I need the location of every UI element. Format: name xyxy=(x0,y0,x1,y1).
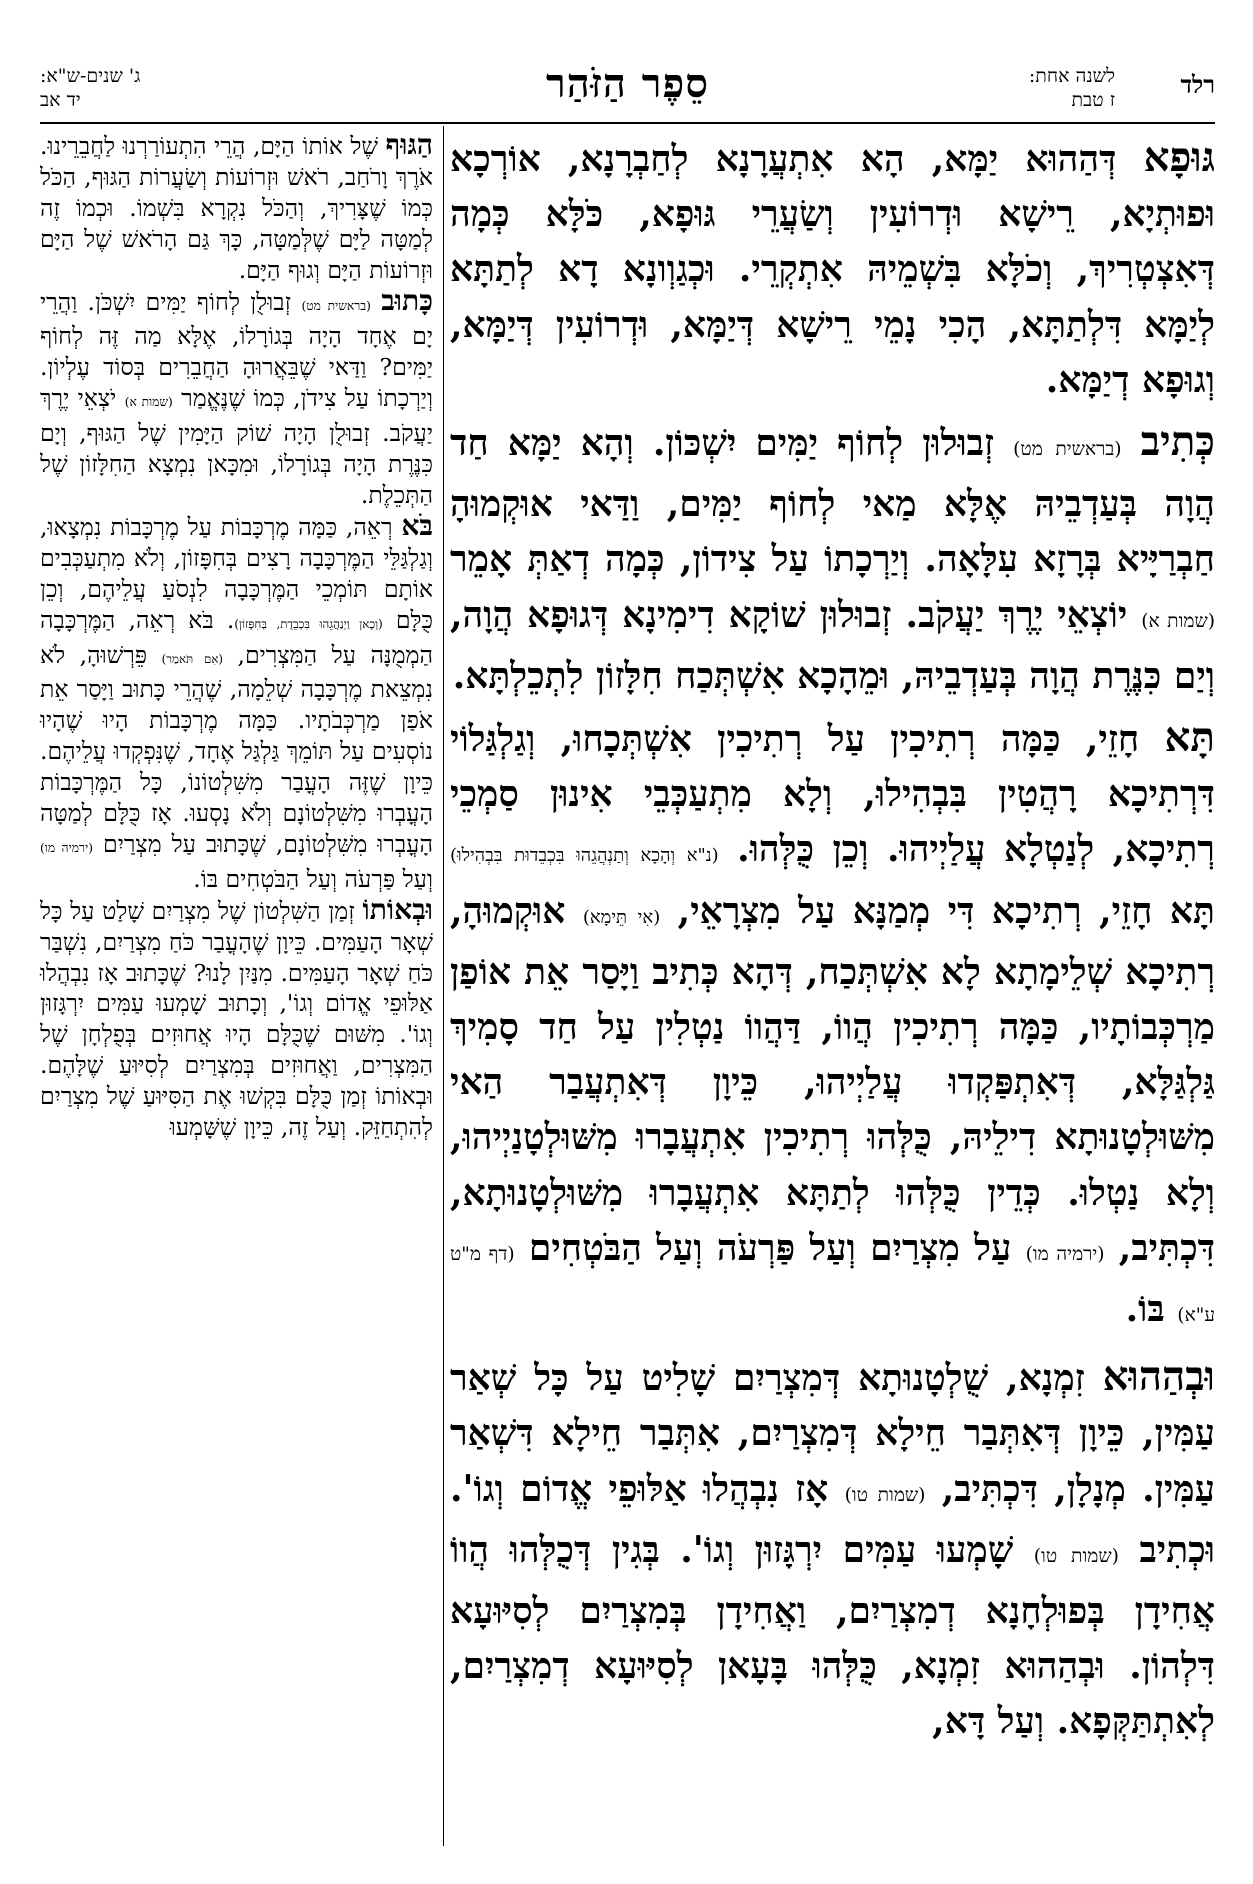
paragraph-text: אוּקְמוּהָ, רְתִיכָא שְׁלֵימָתָא לָא אִשְׁתְּכַח, דְּהָא כְּתִיב וַיָּסַר אֵת אוֹפַן מַרְכְּבוֹתָיו, כַּמָּה רְתִיכִין הֲווֹ, דַּהֲווֹ נַטְלִין עַל חַד סָמִיךְ גַּלְגַּלָּא, דְּאִתְפַּקְדוּ עֲלַיְיהוּ, כֵּיוָן דְּאִתְעֲבַר הַאי מִשּׁוּלְטָנוּתָא דִילֵיהּ, כֻּלְּהוּ רְתִיכִין אִתְעֲבָרוּ מִשּׁוּלְטָנַיְיהוּ, וְלָא נַטְלוּ. כְּדֵין כֻּלְּהוּ לְתַתָּא אִתְעֲבָרוּ מִשּׁוּלְטָנוּתָא, דִּכְתִּיב, xyxy=(450,889,1215,1269)
paragraph-text: זְבוּלוּן לְחוֹף יַמִּים יִשְׁכּוֹן. וְהָא יַמָּא חַד הֲוָה בְּעַדְבֵיהּ אֶלָּא מַאי לְחוֹף יַמִּים, וַדַּאי אוּקְמוּהָ חַבְרַיָּיא בְּרָזָא עִלָּאָה. וְיַרְכָתוֹ עַל צִידוֹן, כְּמָה דְאַתְּ אָמֵר xyxy=(450,422,1215,581)
paragraph-opener: כְּתִיב xyxy=(1140,417,1215,466)
paragraph-text: בּוֹ. xyxy=(1125,1288,1178,1331)
cycle-date: יד אב xyxy=(40,89,81,111)
page-number: רלד xyxy=(1180,70,1215,99)
variant-note: (אִי תֵּימָא) xyxy=(582,906,661,928)
folio-reference: (דף מ"ט ע"א) xyxy=(450,1243,1215,1327)
paragraph-text: שָׁמְעוּ עַמִּים יִרְגָּזוּן וְגוֹ'. בְּגִין דְּכֻלְּהוּ הֲווֹ אֲחִידָן בְּפוּלְחָנָא דְמִצְרַיִם, וַאֲחִידָן בְּמִצְרַיִם לְסִיּוּעָא דִּלְהוֹן. וּבְהַהוּא זִמְנָא, כֻּלְּהוּ בָּעָאן לְסִיּוּעָא דְמִצְרַיִם, לְאִתְתַּקְּפָא. וְעַל דָּא, xyxy=(450,1528,1215,1743)
translation-column xyxy=(40,130,433,1845)
variant-note: (נ"א וְהָכָא וְתַנְהֲגֵהוּ בִּכְבֵדוּת בִּבְהִילוּ) xyxy=(450,845,719,867)
paragraph-text: זְמַן הַשִּׁלְטוֹן שֶׁל מִצְרַיִם שָׁלַט עַל כָּל שְׁאָר הָעַמִּים. כֵּיוָן שֶׁהָעֳבַר כֹּחַ מִצְרַיִם, נִשְׁבַּר כֹּחַ שְׁאָר הָעַמִּים. מִנַּיִן לָנוּ? שֶׁכָּתוּב אָז נִבְהֲלוּ אַלּוּפֵי אֱדוֹם וְגוֹ', וְכָתוּב שָׁמְעוּ עַמִּים יִרְגָּזוּן וְגוֹ'. מִשּׁוּם שֶׁכֻּלָּם הָיוּ אֲחוּזִים בְּפֻלְחָן שֶׁל הַמִּצְרִים, וַאֲחוּזִים בְּמִצְרַיִם לְסִיּוּעַ שֶׁלָּהֶם. וּבְאוֹתוֹ זְמַן כֻּלָּם בִּקְשׁוּ אֶת הַסִּיּוּעַ שֶׁל מִצְרַיִם לְהִתְחַזֵּק. וְעַל זֶה, כֵּיוָן שֶׁשָּׁמְעוּ xyxy=(40,896,433,1142)
paragraph-text: חָזֵי, כַּמָּה רְתִיכִין עַל רְתִיכִין אִשְׁתְּכָחוּ, וְגַלְגַּלוֹי דִּרְתִיכָא רָהֲטִין בִּבְהִילוּ, וְלָא מִתְעַכְּבֵי אִינוּן סַמְכֵי רְתִיכָא, לְנַטְלָא עֲלַיְיהוּ. וְכֵן כֻּלְּהוּ. xyxy=(450,718,1215,871)
paragraph-opener: וּבְהַהוּא xyxy=(1102,1352,1215,1401)
side-paragraph-1 xyxy=(40,130,433,286)
paragraph-text: אָז נִבְהֲלוּ אַלּוּפֵי אֱדוֹם וְגוֹ'. וּכְתִיב xyxy=(450,1467,1215,1571)
side-paragraph-2 xyxy=(40,283,433,511)
cycle-label: ג' שנים-ש"א: xyxy=(40,65,141,87)
paragraph-text: . בֹּא רְאֵה, הַמֶּרְכָּבָה הַמְמֻנָּה עַל הַמִּצְרִים, xyxy=(40,605,433,669)
source-reference: (שמות א) xyxy=(124,395,173,410)
paragraph-text: יֹצְאֵי יֶרֶךְ יַעֲקֹב. זְבוּלֻן הָיָה שׁוֹק הַיָּמִין שֶׁל הַגּוּף, וְיָם כִּנֶּרֶת הָיָה בְּגוֹרָלוֹ, וּמִכָּאן נִמְצָא הַחִלָּזוֹן שֶׁל הַתְּכֵלֶת. xyxy=(40,384,433,509)
paragraph-text: יוֹצְאֵי יֶרֶךְ יַעֲקֹב. זְבוּלוּן שׁוֹקָא דִימִינָא דְּגוּפָא הֲוָה, וְיַם כִּנֶּרֶת הֲוָה בְּעַדְבֵיהּ, וּמֵהָכָא אִשְׁתְּכַח חִלָּזוֹן לִתְכֵלְתָּא. xyxy=(450,593,1215,697)
side-paragraph-3 xyxy=(40,508,433,895)
header-rule xyxy=(40,122,1215,124)
source-reference: (ירמיה מו) xyxy=(40,840,94,855)
paragraph-text: פֵּרְשׁוּהָ, לֹא נִמְצֵאת מֶרְכָּבָה שְׁלֵמָה, שֶׁהֲרֵי כָּתוּב וַיָּסַר אֵת אֹפַן מַרְכְּבֹתָיו. כַּמָּה מֶרְכָּבוֹת הָיוּ שֶׁהָיוּ נוֹסְעִים עַל תּוֹמֵךְ גַּלְגַּל אֶחָד, שֶׁנִּפְקְדוּ עֲלֵיהֶם. כֵּיוָן שֶׁזֶּה הָעֳבַר מִשִּׁלְטוֹנוֹ, כָּל הַמֶּרְכָּבוֹת הָעֳבְרוּ מִשִּׁלְטוֹנָם וְלֹא נָסְעוּ. אָז כֻּלָּם לְמַטָּה הָעֳבְרוּ מִשִּׁלְטוֹנָם, שֶׁכָּתוּב עַל מִצְרַיִם xyxy=(40,640,433,858)
source-reference: (שמות טו) xyxy=(1033,1545,1119,1567)
paragraph-opener: כָּתוּב xyxy=(381,283,433,317)
paragraph-opener: תָּא xyxy=(1164,713,1215,762)
main-paragraph-3 xyxy=(450,710,1215,1343)
paragraph-text: וְעַל פַּרְעֹה וְעַל הַבֹּטְחִים בּוֹ. xyxy=(193,864,433,893)
variant-note: (וְכָאן וַיְנַהֲגֵהוּ בִּכְבֵדֻת, בְּחִפָּזוֹן) xyxy=(234,616,383,631)
side-paragraph-4 xyxy=(40,892,433,1143)
variant-note: (אִם תֹּאמַר) xyxy=(161,651,223,666)
column-divider xyxy=(443,126,444,1846)
main-paragraph-4 xyxy=(450,1349,1215,1749)
main-paragraph-2 xyxy=(450,414,1215,704)
paragraph-text: שֶׁל אוֹתוֹ הַיָּם, הֲרֵי הִתְעוֹרַרְנוּ לַחֲבֵרֵינוּ. אֹרֶךְ וָרֹחַב, רֹאשׁ וּזְרוֹעוֹת וְשַׂעֲרוֹת הַגּוּף, הַכֹּל כְּמוֹ שֶׁצָּרִיךְ, וְהַכֹּל נִקְרָא בִּשְׁמוֹ. וּכְמוֹ זֶה לְמַטָּה לַיָּם שֶׁלְּמַטָּה, כָּךְ גַּם הָרֹאשׁ שֶׁל הַיָּם וּזְרוֹעוֹת הַיָּם וְגוּף הַיָּם. xyxy=(40,132,433,284)
paragraph-text: עַל מִצְרַיִם וְעַל פַּרְעֹה וְעַל הַבֹּטְחִים xyxy=(528,1226,1026,1269)
paragraph-text: זְבוּלֻן לְחוֹף יַמִּים יִשְׁכֹּן. וַהֲרֵי יָם אֶחָד הָיָה בְּגוֹרָלוֹ, אֶלָּא מַה זֶּה לְחוֹף יַמִּים? וַדַּאי שֶׁבֵּאֲרוּהָ הַחֲבֵרִים בְּסוֹד עֶלְיוֹן. וְיַרְכָתוֹ עַל צִידֹן, כְּמוֹ שֶׁנֶּאֱמַר xyxy=(40,287,433,413)
paragraph-text: תָּא חָזֵי, רְתִיכָא דִּי מְמַנָּא עַל מִצְרָאֵי, xyxy=(677,889,1215,932)
paragraph-text: רְאֵה, כַּמָּה מֶרְכָּבוֹת עַל מֶרְכָּבוֹת נִמְצָאוּ, וְגַלְגַּלֵּי הַמֶּרְכָּבָה רָצִים בְּחִפָּזוֹן, וְלֹא מִתְעַכְּבִים אוֹתָם תּוֹמְכֵי הַמֶּרְכָּבָה לִנְסֹעַ עֲלֵיהֶם, וְכֵן כֻּלָּם xyxy=(40,512,433,634)
book-title: סֵפֶר הַזֹּהַר xyxy=(546,60,709,107)
paragraph-opener: הַגּוּף xyxy=(385,128,433,161)
paragraph-text: זִמְנָא, שֻׁלְטָנוּתָא דְּמִצְרַיִם שָׁלִיט עַל כָּל שְׁאַר עַמִּין, כֵּיוָן דְּאִתְּבַר חֵילָא דְּמִצְרַיִם, אִתְּבַר חֵילָא דִּשְׁאַר עַמִּין. מְנָלָן, דִּכְתִּיב, xyxy=(450,1357,1215,1510)
paragraph-opener: גּוּפָא xyxy=(1143,133,1215,181)
paragraph-opener: וּבְאוֹתוֹ xyxy=(362,892,433,926)
study-plan-label: לשנה אחת: xyxy=(1028,65,1115,87)
cycle-block xyxy=(40,64,140,112)
paragraph-text: דְּהַהוּא יַמָּא, הָא אִתְעֲרָנָא לְחַבְרָנָא, אוֹרְכָא וּפוּתְיָא, רֵישָׁא וּדְרוֹעִין וְשַׂעֲרֵי גּוּפָא, כֹּלָּא כְּמָה דְּאִצְטְרִיךְ, וְכֹלָּא בִּשְׁמֵיהּ אִתְקְרֵי. וּכְגַוְונָא דָא לְתַתָּא לְיַמָּא דִּלְתַתָּא, הָכִי נָמֵי רֵישָׁא דְּיַמָּא, וּדְרוֹעִין דְּיַמָּא, וְגוּפָא דְיַמָּא. xyxy=(450,138,1215,401)
main-column xyxy=(450,130,1215,1845)
source-reference: (בראשית מט) xyxy=(301,298,371,313)
study-plan-date: ז טבת xyxy=(1071,89,1115,111)
source-reference: (ירמיה מו) xyxy=(1025,1243,1105,1265)
source-reference: (שמות טו) xyxy=(844,1484,926,1506)
main-paragraph-1 xyxy=(450,130,1215,408)
paragraph-opener: בֹּא xyxy=(401,508,433,542)
source-reference: (בראשית מט) xyxy=(1013,439,1122,461)
source-reference: (שמות א) xyxy=(1141,610,1215,632)
page-header xyxy=(40,60,1215,124)
